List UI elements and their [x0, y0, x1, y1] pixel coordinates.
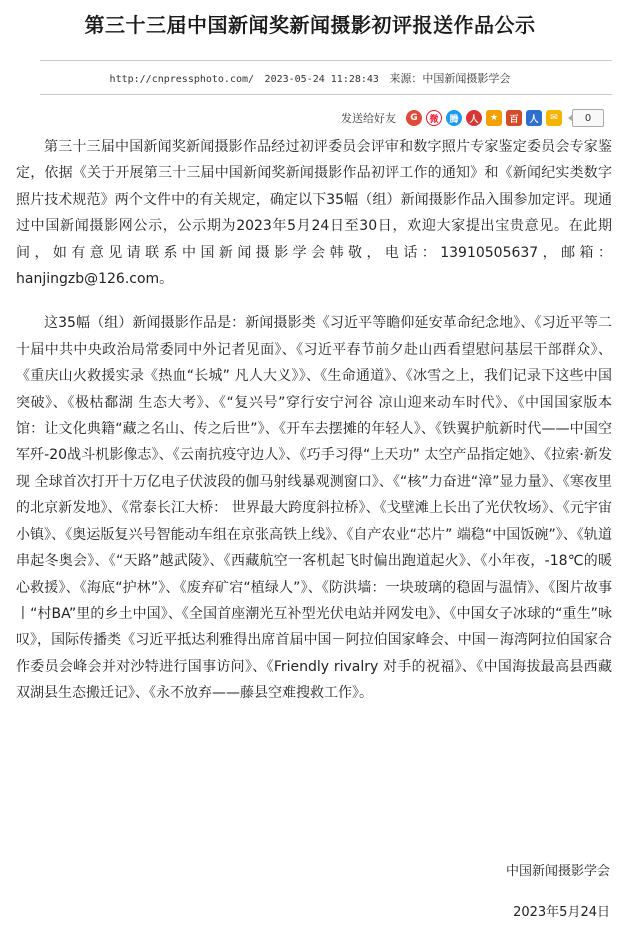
share-label: 发送给好友	[341, 112, 396, 125]
share-count: 0	[572, 109, 604, 127]
signature-org: 中国新闻摄影学会	[505, 864, 610, 879]
paragraph-intro: 第三十三届中国新闻奖新闻摄影作品经过初评委员会评审和数字照片专家鉴定委员会专家鉴定，依据《关于开展第三十三届中国新闻奖新闻摄影作品初评工作的通知》和《新闻纪实类数字照片技术规范》两个文件中的有关规定，确定以下35幅（组）新闻摄影作品入围参加定评。现通过中国新闻摄影网公示，公示期为2023年5月24日至30日，欢迎大家提出宝贵意见。在此期间，如有意见请联系中国新闻摄影学会韩敬，电话：13910505637，邮箱：hanjingzb@126.com。	[16, 139, 612, 288]
favorite-star-icon[interactable]: ★	[486, 110, 502, 126]
source-label: 来源：中国新闻摄影学会	[389, 72, 511, 85]
signature-date: 2023年5月24日	[513, 905, 610, 920]
people-icon[interactable]: 人	[526, 110, 542, 126]
publish-datetime: 2023-05-24 11:28:43	[264, 74, 379, 85]
source-url-link[interactable]: http://cnpressphoto.com/	[109, 74, 255, 85]
email-icon[interactable]: ✉	[546, 110, 562, 126]
baidu-icon[interactable]: 百	[506, 110, 522, 126]
article-meta	[0, 70, 620, 89]
google-icon[interactable]: G	[406, 110, 422, 126]
meta-divider	[40, 94, 612, 95]
weibo-icon[interactable]: 微	[426, 110, 442, 126]
page-title: 第三十三届中国新闻奖新闻摄影初评报送作品公示	[84, 13, 536, 37]
share-bar	[341, 108, 604, 128]
top-divider	[40, 60, 612, 61]
paragraph-list: 这35幅（组）新闻摄影作品是：新闻摄影类《习近平等瞻仰延安革命纪念地》、《习近平等二十届中共中央政治局常委同中外记者见面》、《习近平春节前夕赴山西看望慰问基层干部群众》、《重庆山火救援实录《热血“长城” 凡人大义》》、《生命通道》、《冰雪之上，我们记录下这些中国突破》、《极枯鄱湖 生态大考》、《“复兴号”穿行安宁河谷 凉山迎来动车时代》、《中国国家版本馆：让文化典籍“藏之名山、传之后世”》、《开车去摆摊的年轻人》、《铁翼护航新时代——中国空军歼-20战斗机影像志》、《云南抗疫守边人》、《巧手习得“上天功” 太空产品指定她》、《拉索·新发现 全球首次打开十万亿电子伏波段的伽马射线暴观测窗口》、《“核”力奋进“漳”显力量》、《寒夜里的北京新发地》、《常泰长江大桥： 世界最大跨度斜拉桥》、《戈壁滩上长出了光伏牧场》、《元宇宙小镇》、《奥运版复兴号智能动车组在京张高铁上线》、《自产农业“芯片” 端稳“中国饭碗”》、《轨道串起冬奥会》、《“天路”越武陵》、《西藏航空一客机起飞时偏出跑道起火》、《小年夜，-18℃的暖心救援》、《海底“护林”》、《废弃矿宕“植绿人”》、《防洪墙：一块玻璃的稳固与温情》、《图片故事丨“村BA”里的乡土中国》、《全国首座潮光互补型光伏电站并网发电》、《中国女子冰球的“重生”咏叹》，国际传播类《习近平抵达利雅得出席首届中国－阿拉伯国家峰会、中国－海湾阿拉伯国家合作委员会峰会并对沙特进行国事访问》、《Friendly rivalry 对手的祝福》、《中国海拔最高县西藏双湖县生态搬迁记》、《永不放弃——藤县空难搜救工作》。	[16, 315, 612, 702]
renren-icon[interactable]: 人	[466, 110, 482, 126]
article-body	[16, 134, 612, 707]
tencent-weibo-icon[interactable]: 腾	[446, 110, 462, 126]
